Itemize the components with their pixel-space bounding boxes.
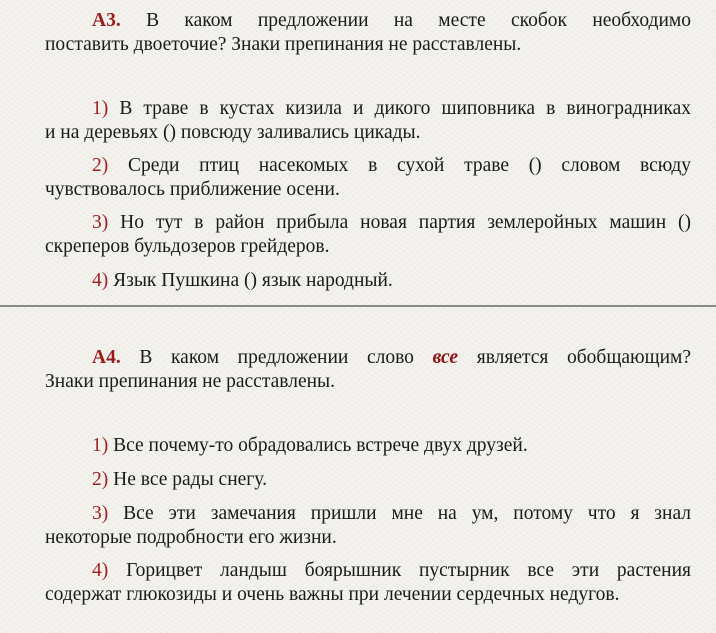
question-a3	[0, 0, 716, 306]
question-a3-line2: поставить двоеточие? Знаки препинания не расставлены.	[45, 34, 522, 55]
a3-option-4-line1: Язык Пушкина () язык народный.	[113, 270, 393, 291]
question-a4	[0, 308, 716, 633]
a4-option-1-number: 1)	[92, 435, 109, 456]
question-a4-label: А4.	[92, 347, 121, 368]
a3-option-2-line2: чувствовалось приближение осени.	[45, 179, 340, 200]
a4-option-3[interactable]	[45, 502, 691, 550]
a3-option-4[interactable]	[45, 269, 691, 293]
question-a4-keyword: все	[432, 347, 459, 368]
question-a4-line2: Знаки препинания не расставлены.	[45, 371, 336, 392]
a4-option-4[interactable]	[45, 559, 691, 607]
a3-option-4-number: 4)	[92, 270, 109, 291]
a4-option-4-line1: Горицвет ландыш боярышник пустырник все эти растения	[126, 560, 692, 581]
a3-option-1-line2: и на деревьях () повсюду заливались цикады.	[45, 122, 421, 143]
a3-option-3[interactable]	[45, 211, 691, 259]
a4-option-2-number: 2)	[92, 469, 109, 490]
question-a4-text	[45, 346, 691, 394]
question-a3-label: А3.	[92, 10, 121, 31]
a3-option-2[interactable]	[45, 154, 691, 202]
question-a3-line1: В каком предложении на месте скобок необходимо	[146, 10, 691, 31]
a4-option-3-line2: некоторые подробности его жизни.	[45, 527, 337, 548]
a4-option-3-line1: Все эти замечания пришли мне на ум, потому что я знал	[123, 503, 692, 524]
section-divider	[0, 305, 716, 307]
a4-option-3-number: 3)	[92, 503, 109, 524]
a3-option-2-number: 2)	[92, 155, 109, 176]
question-a4-pre: В каком предложении слово	[139, 347, 414, 368]
a4-option-1-line1: Все почему-то обрадовались встрече двух друзей.	[113, 435, 528, 456]
question-a3-text	[45, 9, 691, 57]
a4-option-1[interactable]	[45, 434, 691, 458]
a3-option-3-number: 3)	[92, 212, 109, 233]
question-a4-post: является обобщающим?	[476, 347, 692, 368]
a3-option-3-line1: Но тут в район прибыла новая партия землеройных машин ()	[120, 212, 692, 233]
a4-option-4-line2: содержат глюкозиды и очень важны при лечении сердечных недугов.	[45, 584, 620, 605]
a4-option-4-number: 4)	[92, 560, 109, 581]
a3-option-3-line2: скреперов бульдозеров грейдеров.	[45, 236, 330, 257]
a3-option-1-number: 1)	[92, 98, 109, 119]
a4-option-2-line1: Не все рады снегу.	[113, 469, 267, 490]
a3-option-2-line1: Среди птиц насекомых в сухой траве () словом всюду	[127, 155, 692, 176]
a3-option-1-line1: В траве в кустах кизила и дикого шиповника в виноградниках	[119, 98, 691, 119]
a4-option-2[interactable]	[45, 468, 691, 492]
a3-option-1[interactable]	[45, 97, 691, 145]
